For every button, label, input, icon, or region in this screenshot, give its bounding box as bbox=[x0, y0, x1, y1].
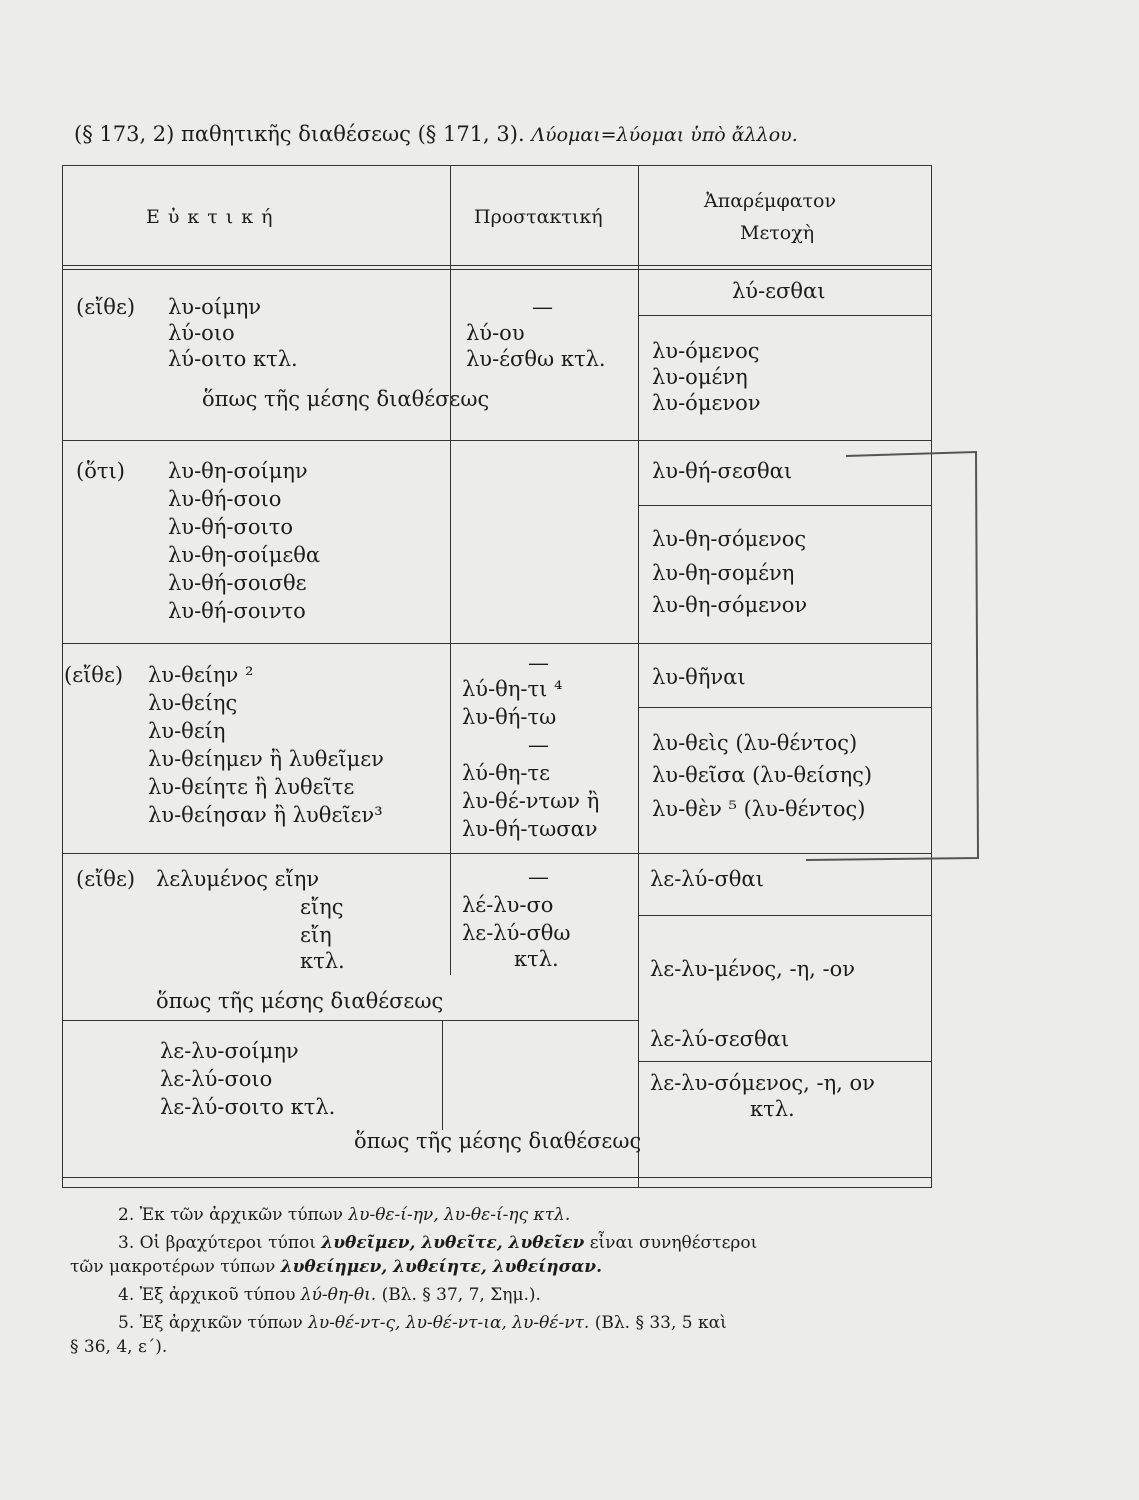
s5-note: ὅπως τῆς μέσης διαθέσεως bbox=[354, 1129, 642, 1153]
footnote-2 bbox=[118, 1205, 570, 1225]
s3-opt-1: λυ-θείην ² bbox=[148, 663, 254, 687]
s4-opt-3: εἴη bbox=[300, 923, 332, 947]
footnote-4 bbox=[118, 1285, 541, 1305]
s5-part-2: κτλ. bbox=[750, 1097, 795, 1121]
footnote-3-text: 3. Οἱ βραχύτεροι τύποι bbox=[118, 1233, 316, 1253]
footnote-5-line2: § 36, 4, ε΄). bbox=[70, 1337, 168, 1357]
footnote-3-line2 bbox=[70, 1257, 602, 1277]
s2-opt-2: λυ-θή-σοιο bbox=[168, 487, 282, 511]
footnote-4-forms: λύ-θη-θι. bbox=[300, 1285, 377, 1305]
s1-imp-1: — bbox=[532, 295, 553, 319]
s3-imp-4: — bbox=[528, 733, 549, 757]
s2-opt-1: λυ-θη-σοίμην bbox=[168, 459, 308, 483]
s4-opt-2: εἴης bbox=[300, 895, 344, 919]
s2-opt-6: λυ-θή-σοιντο bbox=[168, 599, 306, 623]
s4-opt-first: λελυμένος εἴην bbox=[156, 867, 320, 891]
s5-inf: λε-λύ-σεσθαι bbox=[650, 1027, 790, 1051]
s1-part-2: λυ-ομένη bbox=[652, 365, 748, 389]
s1-opt-1: λυ-οίμην bbox=[168, 295, 262, 319]
s4-opt-4: κτλ. bbox=[300, 949, 345, 973]
s4-imp-3: λε-λύ-σθω bbox=[462, 921, 571, 945]
s1-opt-2: λύ-οιο bbox=[168, 321, 235, 345]
footnote-5-text: 5. Ἐξ ἀρχικῶν τύπων bbox=[118, 1313, 303, 1333]
s3-imp-1: — bbox=[528, 651, 549, 675]
s4-imp-4: κτλ. bbox=[514, 947, 559, 971]
pencil-bracket bbox=[806, 452, 978, 860]
s2-opt-4: λυ-θη-σοίμεθα bbox=[168, 543, 321, 567]
s3-part-2: λυ-θεῖσα (λυ-θείσης) bbox=[652, 763, 873, 787]
s3-opt-3: λυ-θείη bbox=[148, 719, 226, 743]
footnote-5-forms: λυ-θέ-ντ-ς, λυ-θέ-ντ-ια, λυ-θέ-ντ. bbox=[308, 1313, 590, 1333]
s1-opt-3: λύ-οιτο κτλ. bbox=[168, 347, 298, 371]
s2-inf: λυ-θή-σεσθαι bbox=[652, 459, 793, 483]
s3-part-3: λυ-θὲν ⁵ (λυ-θέντος) bbox=[652, 797, 866, 821]
footnote-5 bbox=[118, 1313, 727, 1333]
footnote-2-text: 2. Ἐκ τῶν ἀρχικῶν τύπων bbox=[118, 1205, 343, 1225]
s2-opt-3: λυ-θή-σοιτο bbox=[168, 515, 293, 539]
s3-opt-6: λυ-θείησαν ἢ λυθεῖεν³ bbox=[148, 803, 383, 827]
s3-opt-2: λυ-θείης bbox=[148, 691, 238, 715]
s5-opt-3: λε-λύ-σοιτο κτλ. bbox=[160, 1095, 336, 1119]
footnote-3-line2-text: τῶν μακροτέρων τύπων bbox=[70, 1257, 276, 1277]
header-participle: Μετοχὴ bbox=[740, 222, 815, 244]
s3-imp-2: λύ-θη-τι ⁴ bbox=[462, 677, 563, 701]
header-optative: Εὐκτική bbox=[146, 206, 281, 228]
s3-imp-7: λυ-θή-τωσαν bbox=[462, 817, 598, 841]
s5-part-1: λε-λυ-σόμενος, -η, ον bbox=[650, 1071, 875, 1095]
s3-inf: λυ-θῆναι bbox=[652, 665, 746, 689]
s3-opt-5: λυ-θείητε ἢ λυθεῖτε bbox=[148, 775, 355, 799]
s1-note: ὅπως τῆς μέσης διαθέσεως bbox=[202, 387, 490, 411]
s2-opt-5: λυ-θή-σοισθε bbox=[168, 571, 307, 595]
s2-opt-prefix: (ὅτι) bbox=[76, 459, 125, 483]
s4-imp-2: λέ-λυ-σο bbox=[462, 893, 554, 917]
s4-imp-1: — bbox=[528, 865, 549, 889]
footnote-3 bbox=[118, 1233, 757, 1253]
s1-part-1: λυ-όμενος bbox=[652, 339, 760, 363]
s3-part-1: λυ-θεὶς (λυ-θέντος) bbox=[652, 731, 858, 755]
s2-part-3: λυ-θη-σόμενον bbox=[652, 593, 808, 617]
s3-opt-prefix: (εἴθε) bbox=[64, 663, 124, 687]
s4-note: ὅπως τῆς μέσης διαθέσεως bbox=[156, 989, 444, 1013]
header-infinitive: Ἀπαρέμφατον bbox=[704, 190, 837, 212]
footnote-3-tail: εἶναι συνηθέστεροι bbox=[589, 1233, 758, 1253]
s1-imp-2: λύ-ου bbox=[466, 321, 525, 345]
s1-inf: λύ-εσθαι bbox=[732, 279, 826, 303]
s4-part: λε-λυ-μένος, -η, -ον bbox=[650, 957, 856, 981]
s3-imp-5: λύ-θη-τε bbox=[462, 761, 550, 785]
footnote-2-forms: λυ-θε-ί-ην, λυ-θε-ί-ης κτλ. bbox=[348, 1205, 571, 1225]
footnote-5-tail: (Βλ. § 33, 5 καὶ bbox=[594, 1313, 727, 1333]
s5-opt-1: λε-λυ-σοίμην bbox=[160, 1039, 299, 1063]
s4-inf: λε-λύ-σθαι bbox=[650, 867, 764, 891]
footnote-3-line2-forms: λυθείημεν, λυθείητε, λυθείησαν. bbox=[280, 1257, 602, 1277]
footnote-3-forms: λυθεῖμεν, λυθεῖτε, λυθεῖεν bbox=[321, 1233, 585, 1253]
s4-opt-prefix: (εἴθε) bbox=[76, 867, 136, 891]
s5-opt-2: λε-λύ-σοιο bbox=[160, 1067, 273, 1091]
header-reference: (§ 173, 2) παθητικῆς διαθέσεως (§ 171, 3). bbox=[74, 122, 525, 146]
footnote-4-text: 4. Ἐξ ἀρχικοῦ τύπου bbox=[118, 1285, 296, 1305]
header-imperative: Προστακτική bbox=[474, 206, 603, 228]
s3-imp-3: λυ-θή-τω bbox=[462, 705, 557, 729]
s1-opt-prefix: (εἴθε) bbox=[76, 295, 136, 319]
footnote-4-tail: (Βλ. § 37, 7, Σημ.). bbox=[381, 1285, 541, 1305]
s3-opt-4: λυ-θείημεν ἢ λυθεῖμεν bbox=[148, 747, 384, 771]
header-gloss: Λύομαι=λύομαι ὑπὸ ἄλλου. bbox=[531, 124, 798, 146]
s2-part-2: λυ-θη-σομένη bbox=[652, 561, 795, 585]
s3-imp-6: λυ-θέ-ντων ἢ bbox=[462, 789, 600, 813]
s1-part-3: λυ-όμενον bbox=[652, 391, 761, 415]
s1-imp-3: λυ-έσθω κτλ. bbox=[466, 347, 606, 371]
s2-part-1: λυ-θη-σόμενος bbox=[652, 527, 807, 551]
